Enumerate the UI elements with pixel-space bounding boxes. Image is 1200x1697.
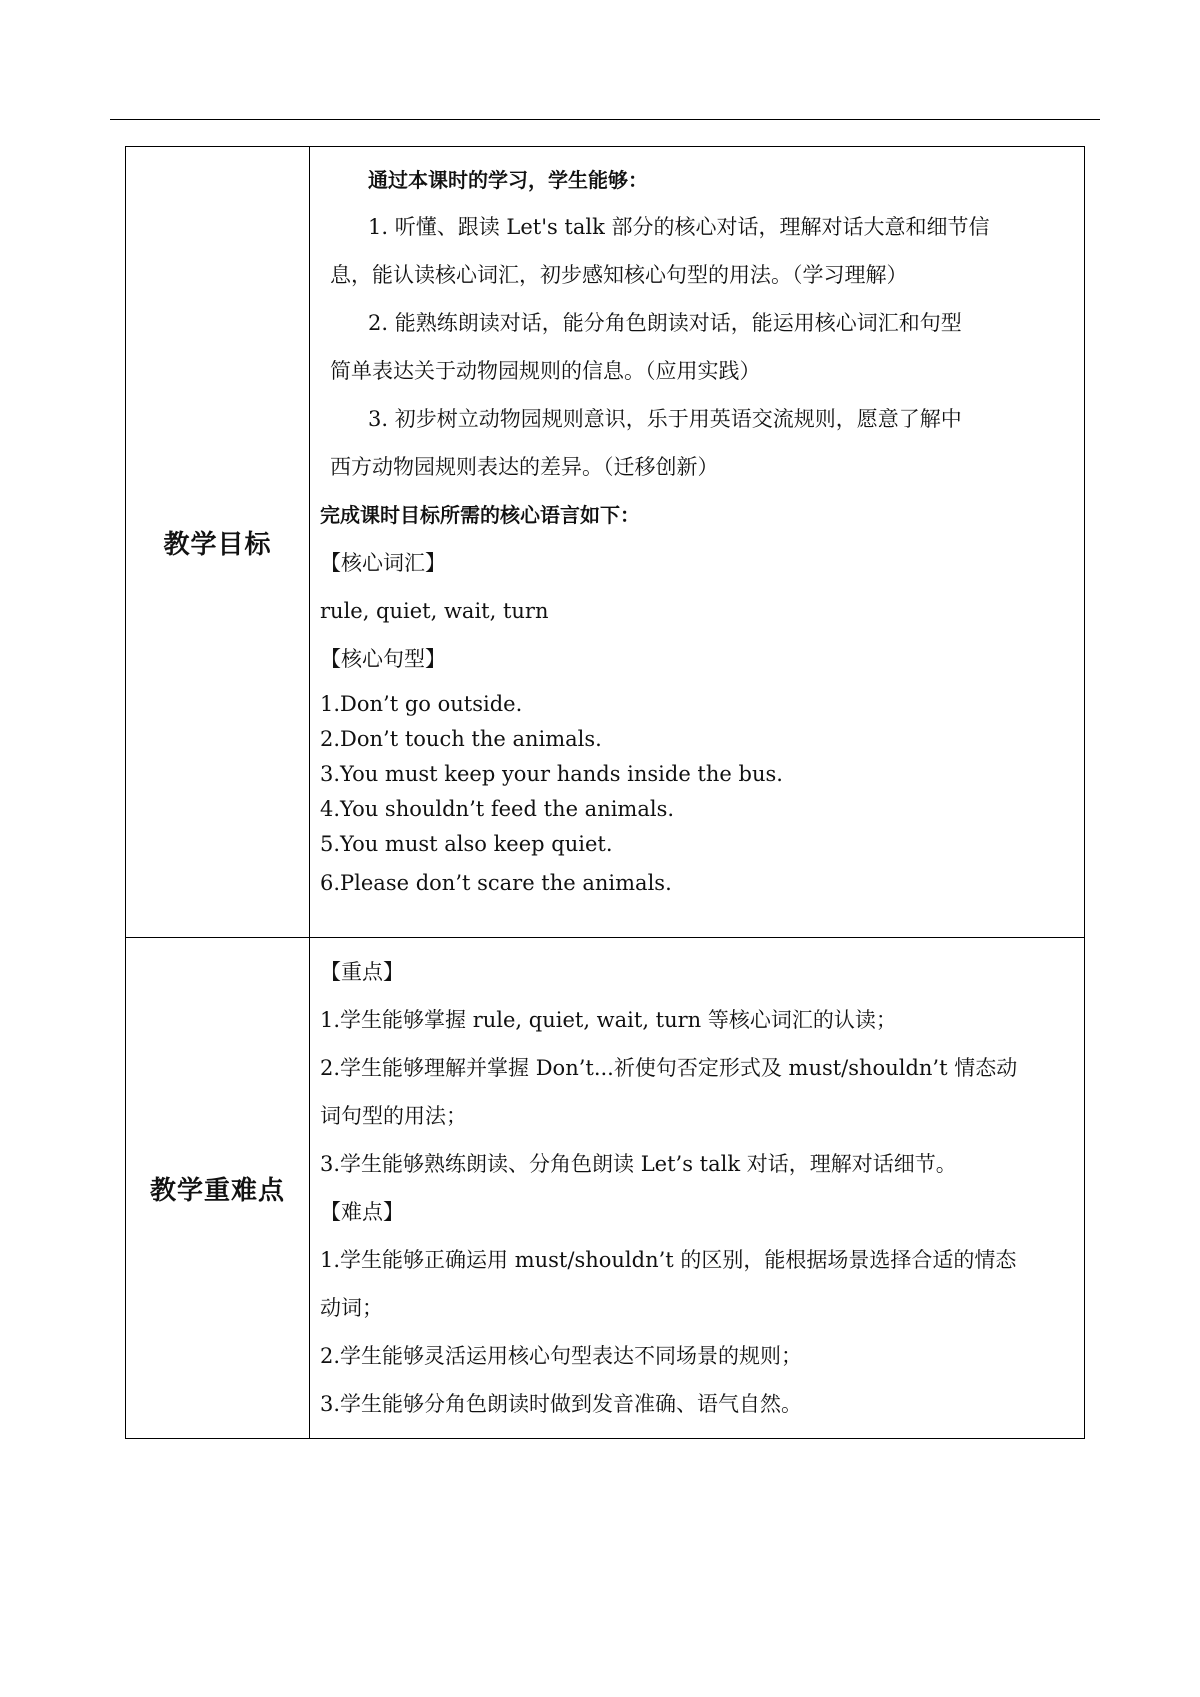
sentence-item: 5.You must also keep quiet. xyxy=(320,832,613,856)
difficulty-item-1-line-2: 动词； xyxy=(320,1296,383,1320)
goal-1-line-2: 息，能认读核心词汇，初步感知核心句型的用法。（学习理解） xyxy=(330,263,908,287)
sentence-item: 2.Don’t touch the animals. xyxy=(320,727,602,751)
core-language-heading: 完成课时目标所需的核心语言如下： xyxy=(320,503,640,527)
sentence-item: 6.Please don’t scare the animals. xyxy=(320,871,672,895)
goal-2-line-1: 2. 能熟练朗读对话，能分角色朗读对话，能运用核心词汇和句型 xyxy=(368,311,962,335)
lesson-plan-table xyxy=(125,146,1085,1439)
vocab-heading: 【核心词汇】 xyxy=(320,551,446,575)
sentence-item: 4.You shouldn’t feed the animals. xyxy=(320,797,675,821)
key-points-label: 教学重难点 xyxy=(126,938,310,1439)
focus-item-2-line-2: 词句型的用法； xyxy=(320,1104,467,1128)
sentences-heading: 【核心句型】 xyxy=(320,647,446,671)
difficulty-heading: 【难点】 xyxy=(320,1200,404,1224)
core-vocab: rule, quiet, wait, turn xyxy=(320,599,549,623)
key-points-content xyxy=(310,938,1085,1439)
sentence-item: 3.You must keep your hands inside the bus. xyxy=(320,762,783,786)
header-rule xyxy=(110,119,1100,120)
difficulty-item-2: 2.学生能够灵活运用核心句型表达不同场景的规则； xyxy=(320,1344,803,1368)
objectives-intro: 通过本课时的学习，学生能够： xyxy=(368,168,648,192)
objectives-row xyxy=(126,147,1085,938)
focus-heading: 【重点】 xyxy=(320,960,404,984)
objectives-content xyxy=(310,147,1085,938)
difficulty-item-1-line-1: 1.学生能够正确运用 must/shouldn’t 的区别，能根据场景选择合适的情态 xyxy=(320,1248,1017,1272)
difficulty-item-3: 3.学生能够分角色朗读时做到发音准确、语气自然。 xyxy=(320,1392,803,1416)
key-points-row xyxy=(126,938,1085,1439)
goal-2-line-2: 简单表达关于动物园规则的信息。（应用实践） xyxy=(330,359,761,383)
objectives-label: 教学目标 xyxy=(126,147,310,938)
goal-3-line-2: 西方动物园规则表达的差异。（迁移创新） xyxy=(330,455,719,479)
focus-item-1: 1.学生能够掌握 rule, quiet, wait, turn 等核心词汇的认读； xyxy=(320,1008,897,1032)
focus-item-2-line-1: 2.学生能够理解并掌握 Don’t...祈使句否定形式及 must/shouldn’t 情态动 xyxy=(320,1056,1018,1080)
goal-3-line-1: 3. 初步树立动物园规则意识，乐于用英语交流规则，愿意了解中 xyxy=(368,407,962,431)
sentence-item: 1.Don’t go outside. xyxy=(320,692,523,716)
goal-1-line-1: 1. 听懂、跟读 Let's talk 部分的核心对话，理解对话大意和细节信 xyxy=(368,215,990,239)
focus-item-3: 3.学生能够熟练朗读、分角色朗读 Let’s talk 对话，理解对话细节。 xyxy=(320,1152,957,1176)
